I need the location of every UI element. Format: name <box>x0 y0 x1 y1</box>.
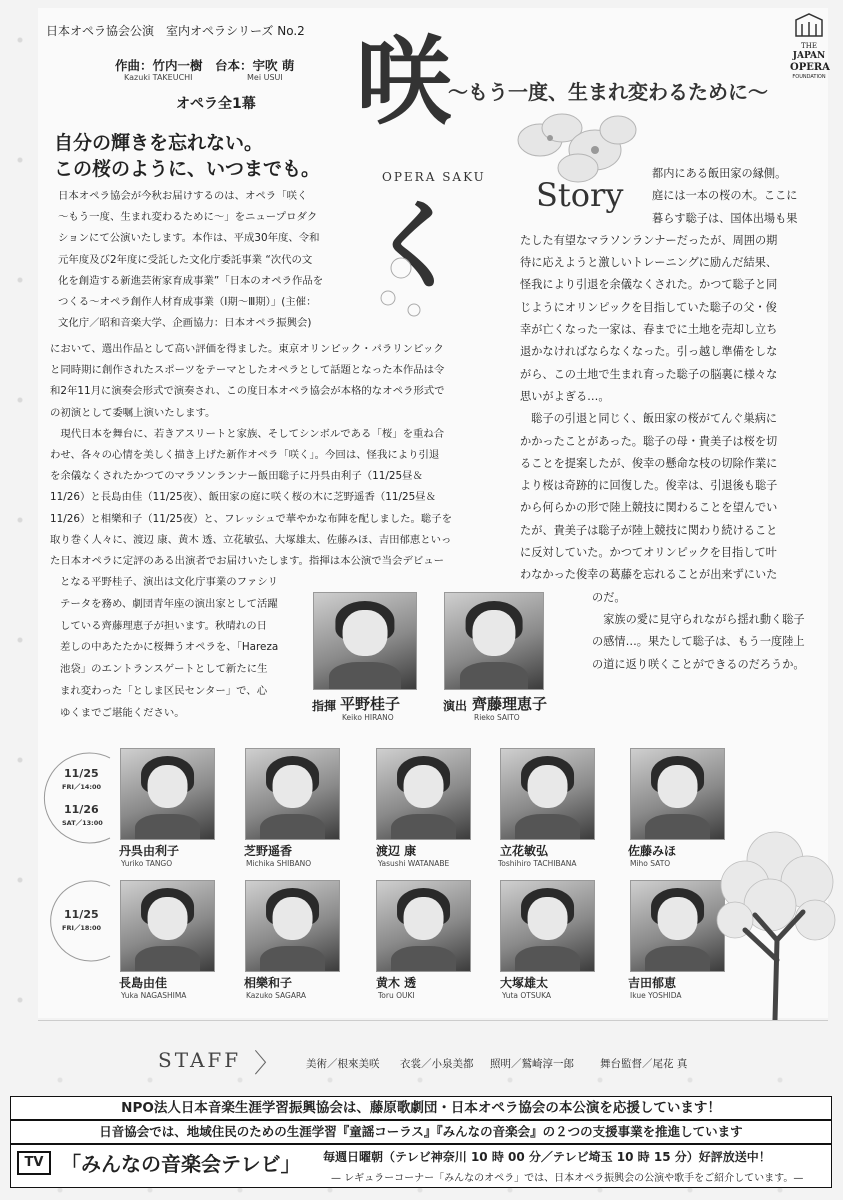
headline-line-1: 自分の輝きを忘れない。 <box>54 132 264 154</box>
story-line: 思いがよぎる…。 <box>520 389 610 403</box>
intro-line: つくる〜オペラ創作人材育成事業（Ⅰ期〜Ⅲ期）」(主催： <box>58 296 317 309</box>
body-line: 和2年11月に演奏会形式で演奏され、この度日本オペラ協会が本格的なオペラ形式で <box>50 385 445 398</box>
row2-time: FRI／18:00 <box>62 924 102 932</box>
intro-line: 元年度及び2年度に受託した文化庁委託事業 “次代の文 <box>58 253 313 266</box>
cast-photo <box>245 748 340 840</box>
cast-roman: Yasushi WATANABE <box>378 859 450 868</box>
cast-name: 相樂和子 <box>244 976 293 990</box>
body-line: と同時期に創作されたスポーツをテーマとしたオペラとして話題となった本作品は令 <box>50 364 445 377</box>
story-line: たが、貴美子は聡子が陸上競技に関わり続けること <box>520 523 778 537</box>
body-line: において、選出作品として高い評価を得ました。東京オリンピック・パラリンピック <box>50 343 444 355</box>
director-photo <box>444 592 544 690</box>
cast-name: 丹呉由利子 <box>119 844 180 858</box>
logo-opera: OPERA <box>790 62 830 73</box>
row1-time1: FRI／14:00 <box>62 783 102 791</box>
body-line: わせ、各々の心情を美しく描き上げた新作オペラ「咲く」。今回は、怪我により引退 <box>50 449 440 462</box>
conductor-name: 平野桂子 <box>340 695 401 713</box>
staff-lighting: 照明／鷲崎淳一郎 <box>490 1058 574 1070</box>
intro-line: ションにて公演いたします。本作は、平成30年度、令和 <box>58 232 320 245</box>
story-line: 退かなければならなくなった。引っ越し準備をしな <box>520 345 778 359</box>
body-line: テータを務め、劇団青年座の演出家として活躍 <box>60 597 278 610</box>
story-line: 暮らす聡子は、国体出場も果 <box>652 211 798 225</box>
librettist-roman: Mei USUI <box>247 73 283 82</box>
director-name: 齊藤理恵子 <box>472 695 548 713</box>
date-circle-row2 <box>40 876 120 966</box>
story-line: の感情…。果たして聡子は、もう一度陸上 <box>592 635 805 649</box>
intro-line: 〜もう一度、生まれ変わるために〜」をニュープロダク <box>58 211 318 224</box>
story-line: 家族の愛に見守られながら揺れ動く聡子 <box>592 612 805 626</box>
tv-icon: TV <box>17 1151 51 1175</box>
cast-roman: Miho SATO <box>630 859 671 868</box>
story-line: 幸が亡くなった一家は、春までに土地を売却し立ち <box>520 323 778 337</box>
story-line: 待に応えようと激しいトレーニングに励んだ結果、 <box>520 256 778 270</box>
conductor-photo <box>313 592 417 690</box>
cast-roman: Toru OUKI <box>378 991 415 1000</box>
japan-opera-foundation-logo <box>790 12 828 104</box>
cast-photo <box>630 880 725 972</box>
story-line: かかったことがあった。聡子の母・貴美子は桜を切 <box>520 434 778 448</box>
staff-stage-manager: 舞台監督／尾花 真 <box>600 1058 688 1070</box>
story-line: の道に返り咲くことができるのだろうか。 <box>592 657 805 671</box>
row1-date2: 11/26 <box>64 803 99 816</box>
cast-name: 大塚雄太 <box>500 976 549 990</box>
cast-name: 長島由佳 <box>119 976 168 990</box>
body-line: を余儀なくされたかつてのマラソンランナー飯田聡子に丹呉由利子（11/25昼＆ <box>50 470 423 483</box>
support-banner: NPO法人日本音楽生涯学習振興協会は、藤原歌劇団・日本オペラ協会の本公演を応援しています！ <box>10 1096 832 1120</box>
body-line: 差しの中あたたかに桜舞うオペラを、「Hareza <box>60 641 279 654</box>
date-circle-row1 <box>40 748 120 848</box>
chevron-right-icon: 〉 <box>254 1049 281 1079</box>
story-line: 都内にある飯田家の縁側。 <box>652 167 787 180</box>
director-roman: Rieko SAITO <box>474 713 520 722</box>
cast-photo <box>630 748 725 840</box>
tv-note: — レギュラーコーナー「みんなのオペラ」では、日本オペラ振興会の公演や歌手をご紹介しています。— <box>331 1173 804 1184</box>
conductor-roman: Keiko HIRANO <box>342 713 394 722</box>
headline-line-2: この桜のように、いつまでも。 <box>54 158 321 180</box>
story-line: から何らかの形で陸上競技に関わることを望んでい <box>520 501 778 515</box>
story-line: ることを提案したが、俊幸の懸命な枝の切除作業に <box>520 456 778 470</box>
cast-name: 黄木 透 <box>376 976 417 990</box>
title-roman: OPERA SAKU <box>382 170 486 184</box>
librettist-credit: 台本：宇吹 萌 <box>215 58 295 73</box>
story-line: より桜は奇跡的に回復した。俊幸は、引退後も聡子 <box>520 479 778 493</box>
series-label: 日本オペラ協会公演 室内オペラシリーズ No.2 <box>46 24 305 38</box>
conductor-role: 指揮 <box>312 699 337 713</box>
opera-type: オペラ全1幕 <box>176 96 256 112</box>
cast-roman: Yuriko TANGO <box>121 859 173 868</box>
composer-credit: 作曲：竹内一樹 <box>115 58 203 73</box>
title-subtitle: 〜もう一度、生まれ変わるために〜 <box>448 80 768 104</box>
body-text-narrow <box>60 572 330 725</box>
body-line: まれ変わった「としま区民センター」で、心 <box>60 684 268 697</box>
cast-name: 芝野遥香 <box>244 844 293 858</box>
story-line: 怪我により引退を余儀なくされた。かつて聡子と同 <box>520 278 778 292</box>
body-line: ゆくまでご堪能ください。 <box>60 706 185 719</box>
cast-name: 佐藤みほ <box>628 844 677 858</box>
row2-date: 11/25 <box>64 908 99 921</box>
cast-roman: Toshihiro TACHIBANA <box>498 859 577 868</box>
tv-banner <box>10 1144 832 1188</box>
story-line: がら、この土地で生まれ育った聡子の脳裏に様々な <box>520 367 778 381</box>
staff-costume: 衣裳／小泉美都 <box>400 1058 474 1070</box>
body-line: 11/26）と相樂和子（11/25夜）と、フレッシュで華やかな布陣を配しました。聡子を <box>50 512 453 525</box>
title-kanji-saku: 咲 <box>356 25 452 138</box>
tv-schedule: 毎週日曜朝（テレビ神奈川 10 時 00 分／テレビ埼玉 10 時 15 分）好評放送中！ <box>323 1150 771 1164</box>
logo-japan: JAPAN <box>792 51 826 61</box>
logo-foundation: FOUNDATION <box>792 74 826 80</box>
story-heading: Story <box>536 176 624 214</box>
logo-the: THE <box>801 42 817 50</box>
cast-photo <box>376 880 471 972</box>
story-line: たした有望なマラソンランナーだったが、周囲の期 <box>520 233 778 247</box>
cast-name: 渡辺 康 <box>376 844 417 858</box>
cast-photo <box>500 880 595 972</box>
cast-roman: Michika SHIBANO <box>246 859 312 868</box>
intro-line: 化を創造する新進芸術家育成事業”「日本のオペラ作品を <box>58 274 324 287</box>
body-text <box>50 339 520 572</box>
body-line: 取り巻く人々に、渡辺 康、黄木 透、立花敏弘、大塚雄太、佐藤みほ、吉田郁恵といっ <box>50 533 452 546</box>
project-banner: 日音協会では、地域住民のための生涯学習『童謡コーラス』『みんなの音楽会』の２つの支援事業を推進しています <box>10 1120 832 1144</box>
cast-roman: Yuka NAGASHIMA <box>121 991 187 1000</box>
title-kanji-ku: く <box>368 189 464 302</box>
row1-date1: 11/25 <box>64 767 99 780</box>
body-line: 現代日本を舞台に、若きアスリートと家族、そしてシンボルである「桜」を重ね合 <box>50 427 445 440</box>
staff-divider <box>38 1020 828 1021</box>
body-line: の初演として委嘱上演いたします。 <box>50 406 216 419</box>
cast-photo <box>376 748 471 840</box>
story-text <box>520 163 820 676</box>
cast-photo <box>245 880 340 972</box>
intro-line: 日本オペラ協会が今秋お届けするのは、オペラ「咲く <box>58 190 308 202</box>
small-blossom-icon <box>366 238 436 328</box>
staff-art: 美術／根來美咲 <box>306 1058 380 1070</box>
composer-roman: Kazuki TAKEUCHI <box>124 73 193 82</box>
cast-photo <box>120 880 215 972</box>
cast-name: 吉田郁恵 <box>628 976 677 990</box>
body-line: 11/26）と長島由佳（11/25夜）、飯田家の庭に咲く桜の木に芝野遥香（11/25昼＆ <box>50 491 436 504</box>
body-line: た日本オペラに定評のある出演者でお届けいたします。指揮は本公演で当会デビュー <box>50 555 445 568</box>
story-line: 庭には一本の桜の木。ここに <box>652 189 798 203</box>
cast-photo <box>500 748 595 840</box>
story-line: のだ。 <box>592 590 626 604</box>
cherry-tree-illustration <box>715 820 840 1020</box>
tv-title: 「みんなの音楽会テレビ」 <box>61 1152 301 1176</box>
staff-label: STAFF <box>158 1048 242 1072</box>
body-line: となる平野桂子、演出は文化庁事業のファシリ <box>60 576 278 588</box>
intro-line: 文化庁／昭和音楽大学、企画協力：日本オペラ振興会) <box>58 317 312 330</box>
body-line: 池袋」のエントランスゲートとして新たに生 <box>60 663 268 676</box>
body-line: している齊藤理恵子が担います。秋晴れの日 <box>60 619 267 632</box>
cast-roman: Yuta OTSUKA <box>502 991 552 1000</box>
story-line: に反対していた。かつてオリンピックを目指して叶 <box>520 546 777 560</box>
cast-roman: Kazuko SAGARA <box>246 991 306 1000</box>
director-role: 演出 <box>443 699 468 713</box>
row1-time2: SAT／13:00 <box>62 819 103 827</box>
headline <box>54 130 320 182</box>
story-line: 聡子の引退と同じく、飯田家の桜がてんぐ巣病に <box>520 412 778 426</box>
cast-photo <box>120 748 215 840</box>
cast-name: 立花敏弘 <box>500 844 549 858</box>
cast-roman: Ikue YOSHIDA <box>630 991 682 1000</box>
story-line: わなかった俊幸の葛藤を忘れることが出来ずにいた <box>520 568 778 582</box>
story-line: じようにオリンピックを目指していた聡子の父・俊 <box>520 300 777 314</box>
theater-icon <box>794 12 824 38</box>
intro-text <box>58 186 358 334</box>
